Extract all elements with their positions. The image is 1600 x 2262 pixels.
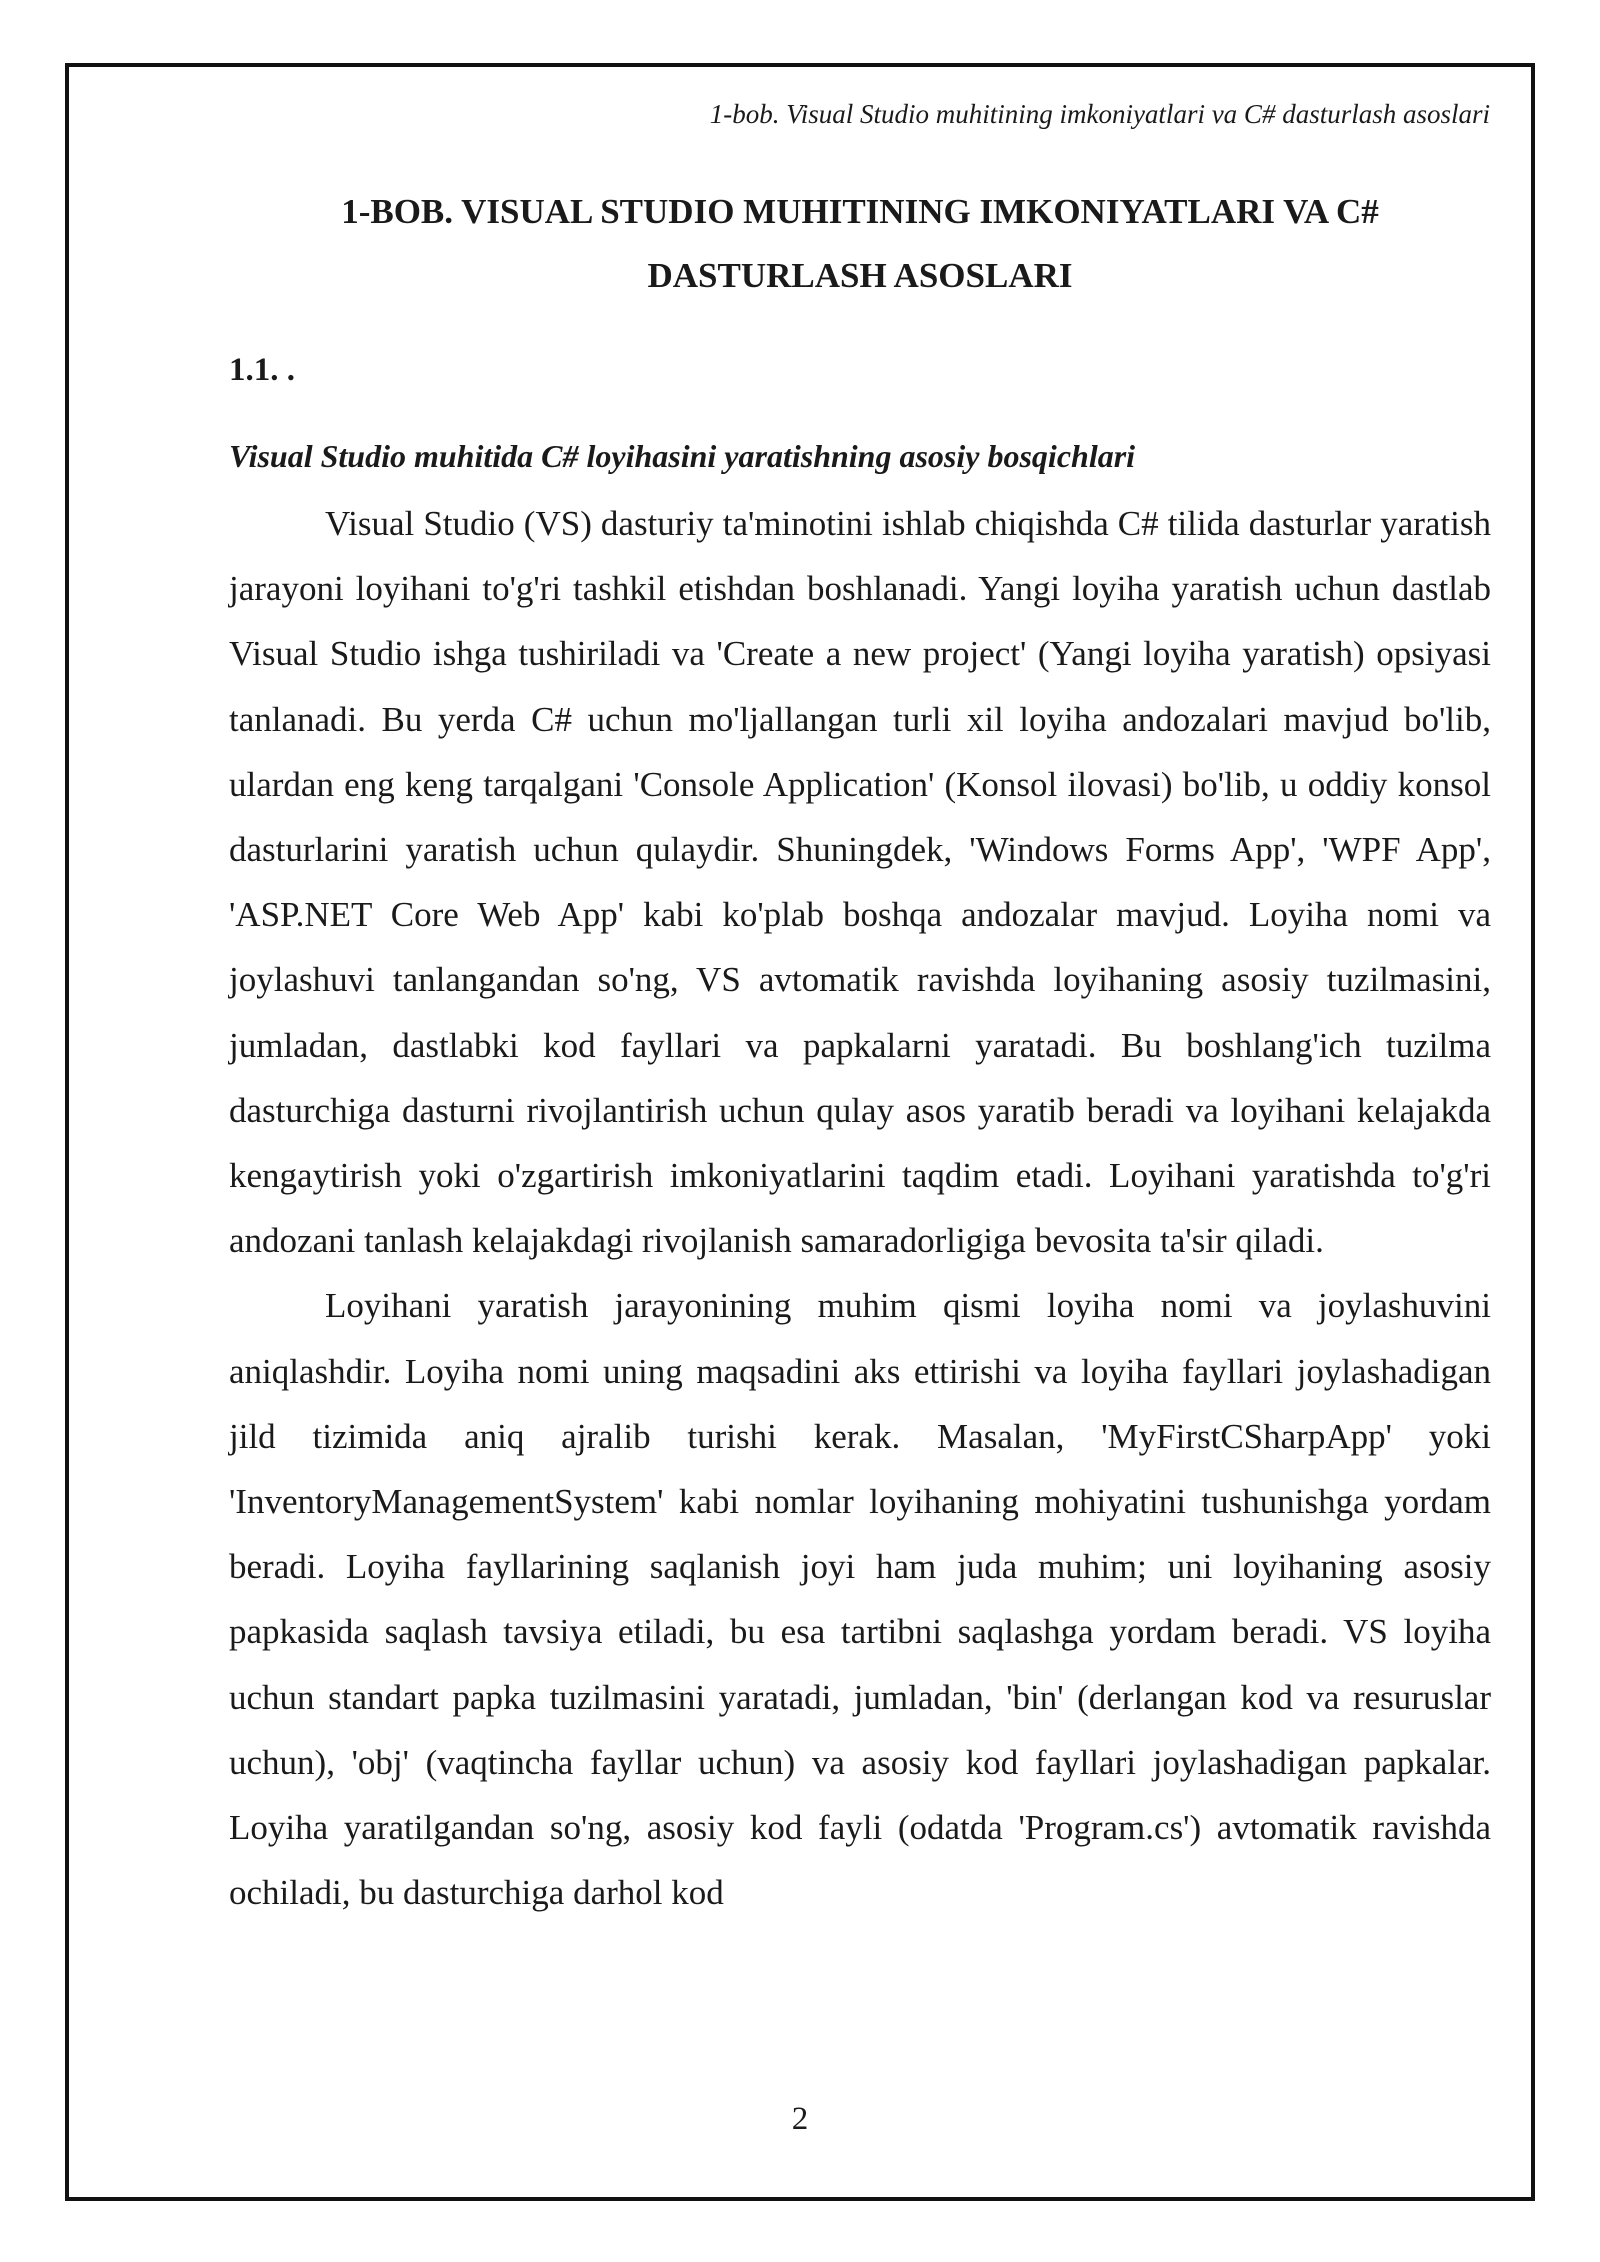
chapter-title: 1-BOB. VISUAL STUDIO MUHITINING IMKONIYATLARI VA C# DASTURLASH ASOSLARI [341,192,1379,295]
page-number: 2 [791,2101,809,2137]
page-content [229,180,1491,1925]
subsection-title: Visual Studio muhitida C# loyihasini yaratishning asosiy bosqichlari [229,438,1136,474]
body-paragraph: Loyihani yaratish jarayonining muhim qismi loyiha nomi va joylashuvini aniqlashdir. Loyiha nomi uning maqsadini aks ettirishi va loyiha fayllari joylashadigan jild tizimida aniq ajralib turishi kerak. Masalan, 'MyFirstCSharpApp' yoki 'InventoryManagementSystem' kabi nomlar loyihaning mohiyatini tushunishga yordam beradi. Loyiha fayllarining saqlanish joyi ham juda muhim; uni loyihaning asosiy papkasida saqlash tavsiya etiladi, bu esa tartibni saqlashga yordam beradi. VS loyiha uchun standart papka tuzilmasini yaratadi, jumladan, 'bin' (derlangan kod va resuruslar uchun), 'obj' (vaqtincha fayllar uchun) va asosiy kod fayllari joylashadigan papkalar. Loyiha yaratilgandan so'ng, asosiy kod fayli (odatda 'Program.cs') avtomatik ravishda ochiladi, bu dasturchiga darhol kod [229,1286,1491,1913]
running-header: 1-bob. Visual Studio muhitining imkoniyatlari va C# dasturlash asoslari [709,99,1490,129]
section-number: 1.1. . [229,352,295,388]
body-paragraph: Visual Studio (VS) dasturiy ta'minotini ishlab chiqishda C# tilida dasturlar yaratish jarayoni loyihani to'g'ri tashkil etishdan boshlanadi. Yangi loyiha yaratish uchun dastlab Visual Studio ishga tushiriladi va 'Create a new project' (Yangi loyiha yaratish) opsiyasi tanlanadi. Bu yerda C# uchun mo'ljallangan turli xil loyiha andozalari mavjud bo'lib, ulardan eng keng tarqalgani 'Console Application' (Konsol ilovasi) bo'lib, u oddiy konsol dasturlarini yaratish uchun qulaydir. Shuningdek, 'Windows Forms App', 'WPF App', 'ASP.NET Core Web App' kabi ko'plab boshqa andozalar mavjud. Loyiha nomi va joylashuvi tanlangandan so'ng, VS avtomatik ravishda loyihaning asosiy tuzilmasini, jumladan, dastlabki kod fayllari va papkalarni yaratadi. Bu boshlang'ich tuzilma dasturchiga dasturni rivojlantirish uchun qulay asos yaratib beradi va loyihani kelajakda kengaytirish yoki o'zgartirish imkoniyatlarini taqdim etadi. Loyihani yaratishda to'g'ri andozani tanlash kelajakdagi rivojlanish samaradorligiga bevosita ta'sir qiladi. [229,504,1491,1261]
